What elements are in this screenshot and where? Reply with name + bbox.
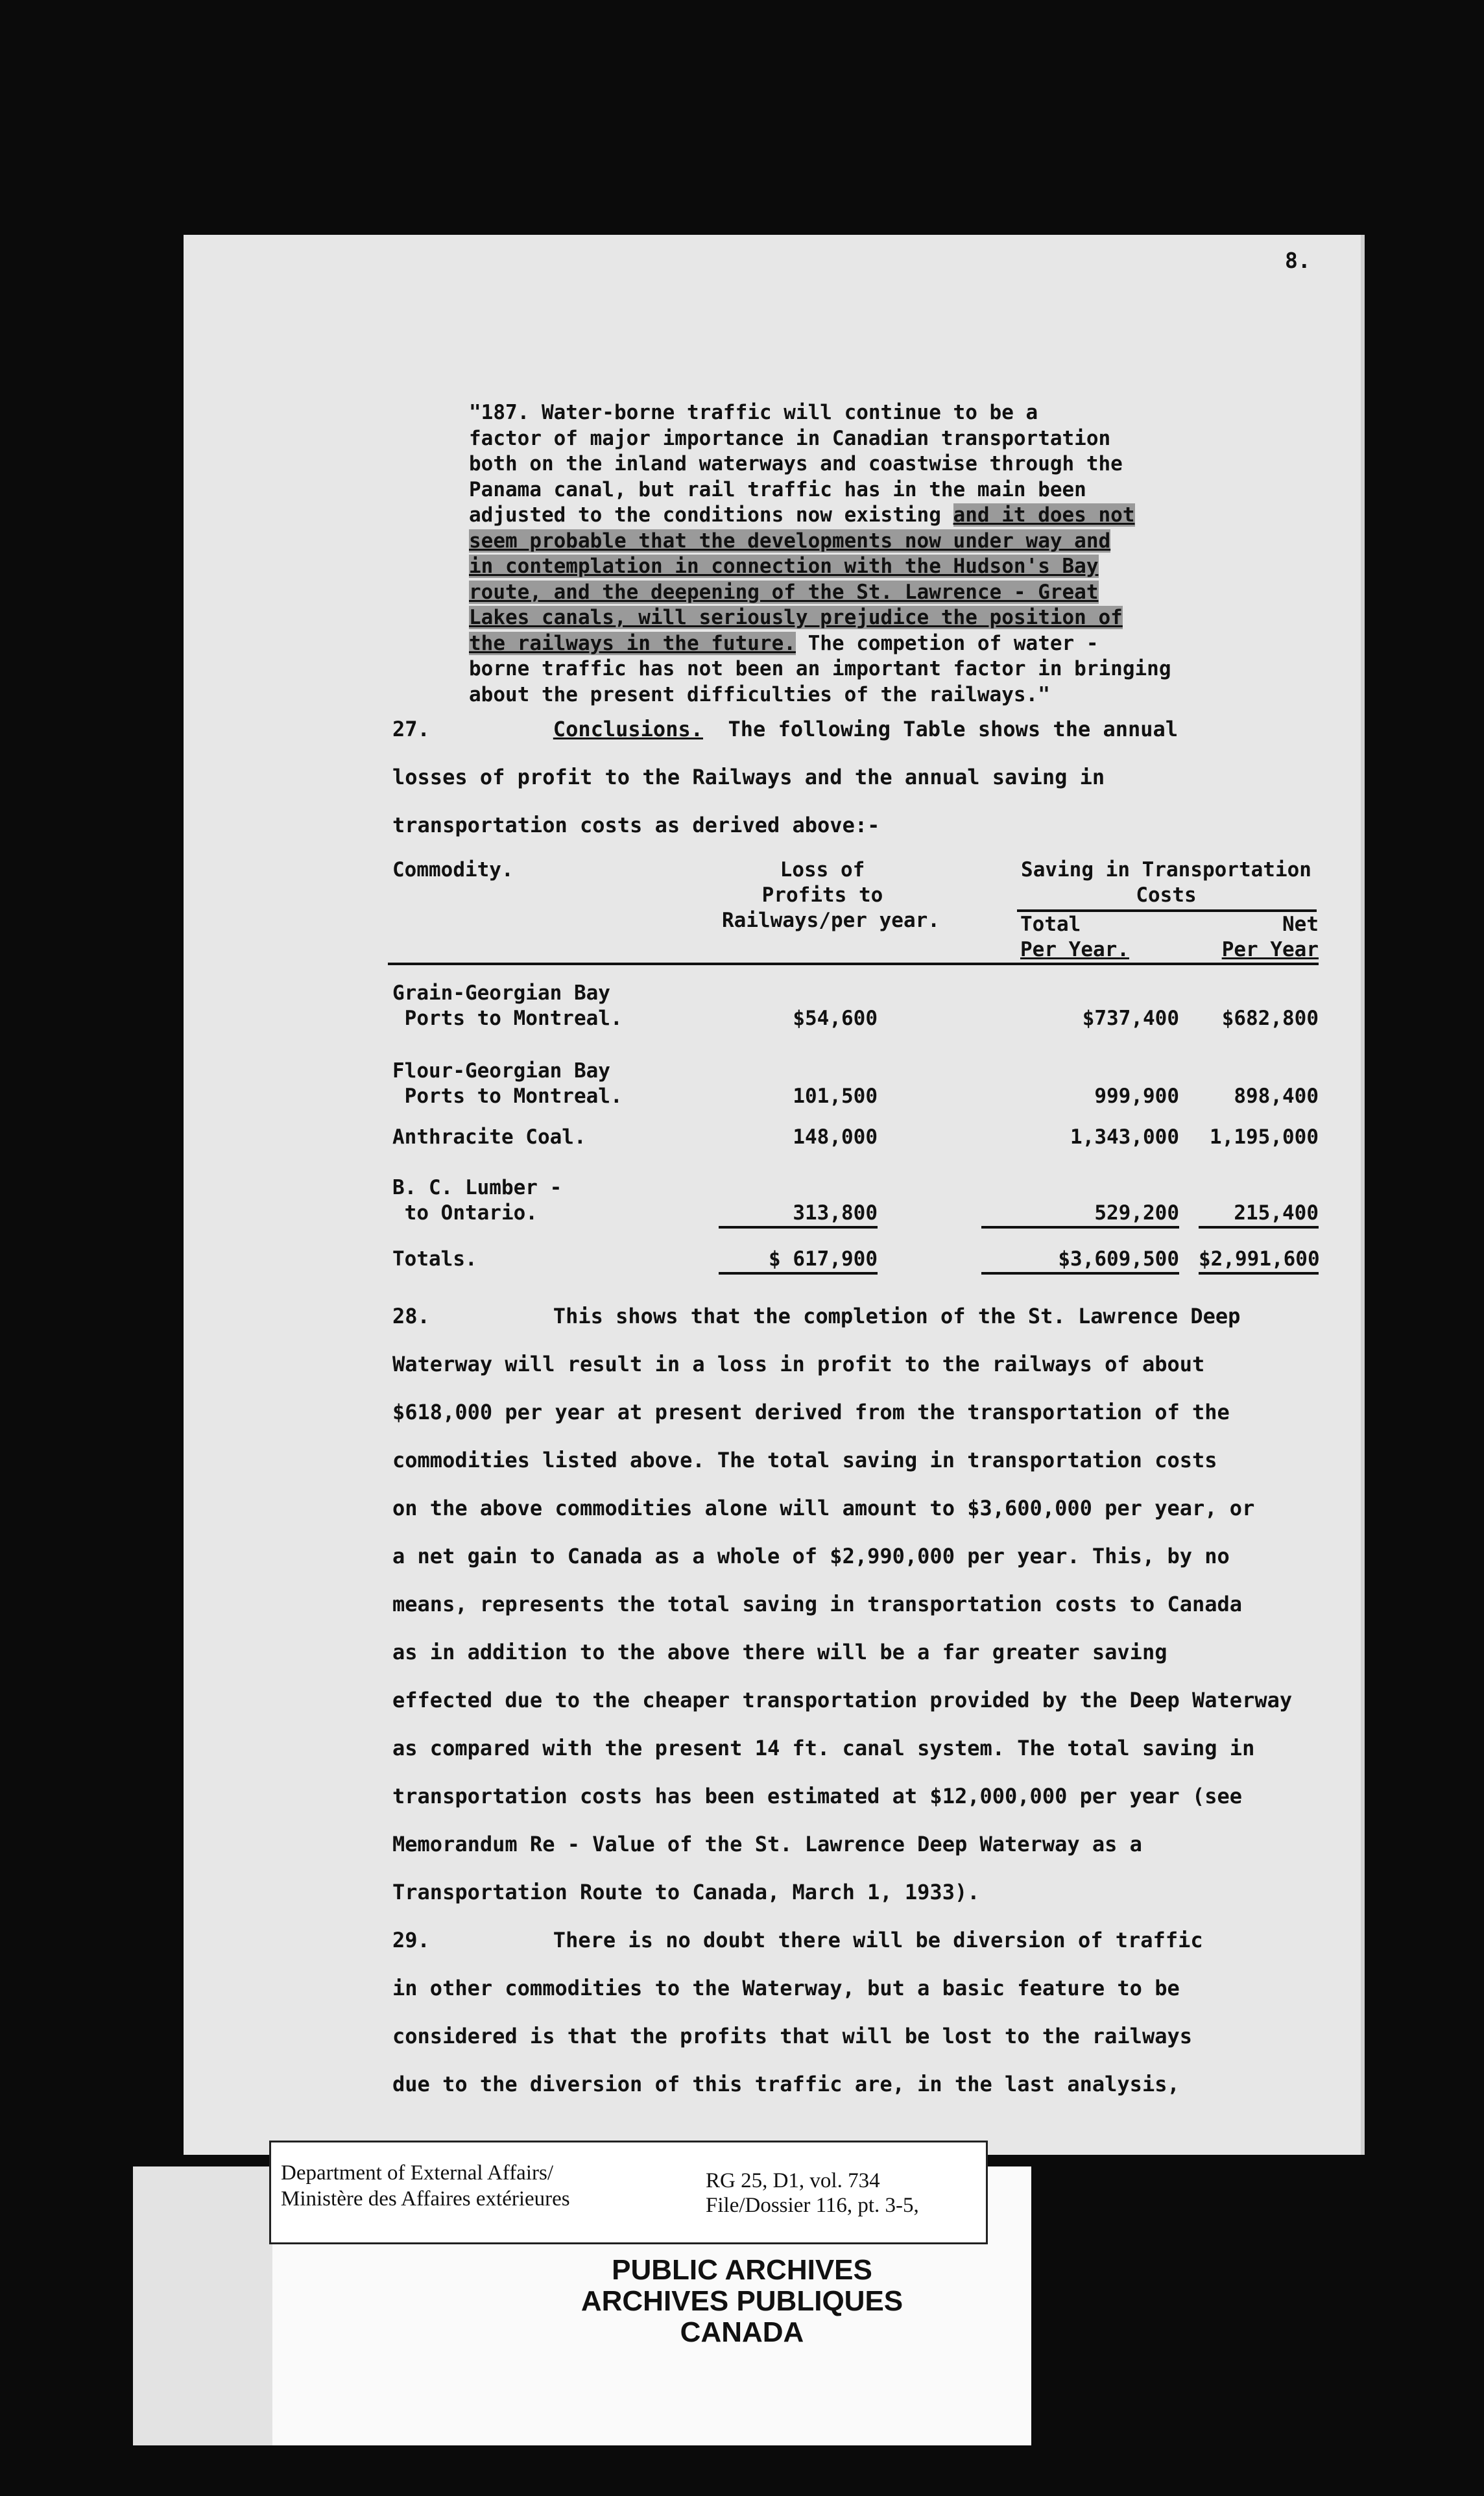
section29-line: in other commodities to the Waterway, but a basic feature to be — [392, 1976, 1180, 2000]
quote-line — [469, 580, 1176, 606]
section29-number: 29. — [392, 1928, 430, 1952]
quote-line: adjusted to the conditions now existing and it does not — [469, 503, 1135, 527]
net-saving-value: 215,400 — [1199, 1201, 1319, 1229]
total-saving-value: 529,200 — [981, 1201, 1179, 1229]
department-name-en: Department of External Affairs/ — [281, 2161, 553, 2185]
totals-label: Totals. — [392, 1247, 477, 1271]
quote-line: "187. Water-borne traffic will continue to be a — [469, 401, 1038, 424]
net-saving-value: 898,400 — [1234, 1085, 1319, 1108]
file-dossier-reference: File/Dossier 116, pt. 3-5, — [706, 2194, 919, 2217]
section-27 — [392, 705, 1333, 849]
grand-total-saving: $3,609,500 — [981, 1247, 1179, 1275]
column-header-loss: Loss of Profits to Railways/per year. — [722, 858, 940, 932]
section-27-line: losses of profit to the Railways and the annual saving in — [392, 765, 1105, 789]
commodity-name: Anthracite Coal. — [392, 1125, 586, 1149]
section28-line: as compared with the present 14 ft. canal system. The total saving in — [392, 1736, 1255, 1760]
column-header-commodity: Commodity. — [392, 858, 514, 882]
highlighted-text: Lakes canals, will seriously prejudice the position of — [469, 606, 1123, 629]
section-27-line: The following Table shows the annual — [728, 717, 1179, 741]
column-header-total: Total Per Year. — [1020, 913, 1129, 961]
total-saving-value: 1,343,000 — [1070, 1125, 1179, 1149]
section28-line: 28. This shows that the completion of the St. Lawrence Deep — [392, 1304, 1241, 1328]
loss-of-profit-value: 148,000 — [793, 1125, 878, 1149]
section28-line: transportation costs has been estimated at $12,000,000 per year (see — [392, 1784, 1243, 1808]
total-loss-of-profit: $ 617,900 — [719, 1247, 878, 1275]
section28-line: Memorandum Re - Value of the St. Lawrence Deep Waterway as a — [392, 1832, 1142, 1856]
section28-line: as in addition to the above there will be a far greater saving — [392, 1640, 1167, 1664]
archive-reference-label — [269, 2141, 988, 2244]
public-archives-title: PUBLIC ARCHIVES ARCHIVES PUBLIQUES CANADA — [580, 2254, 904, 2348]
table-header-rule — [388, 963, 1319, 965]
section29-line: due to the diversion of this traffic are, in the last analysis, — [392, 2072, 1180, 2096]
section28-line: means, represents the total saving in transportation costs to Canada — [392, 1592, 1243, 1616]
section-27-number: 27. — [392, 717, 430, 741]
loss-of-profit-value: 313,800 — [719, 1201, 878, 1229]
quote-line: the railways in the future. The competion of water - — [469, 631, 1099, 655]
department-name-fr: Ministère des Affaires extérieures — [281, 2187, 570, 2211]
quote-line: borne traffic has not been an important factor in bringing — [469, 657, 1171, 680]
loss-of-profit-value: 101,500 — [793, 1085, 878, 1108]
section29-line: 29. There is no doubt there will be diversion of traffic — [392, 1928, 1203, 1952]
commodity-name: B. C. Lumber - to Ontario. — [392, 1176, 562, 1225]
quote-line — [469, 529, 1176, 555]
total-saving-value: $737,400 — [1082, 1007, 1179, 1030]
section28-line: a net gain to Canada as a whole of $2,990,000 per year. This, by no — [392, 1544, 1230, 1568]
highlighted-text: the railways in the future. — [469, 631, 796, 655]
section28-line: effected due to the cheaper transportation provided by the Deep Waterway — [392, 1688, 1293, 1712]
quoted-paragraph-187 — [469, 400, 1176, 708]
record-group-reference: RG 25, D1, vol. 734 — [706, 2169, 880, 2192]
section28-line: on the above commodities alone will amount to $3,600,000 per year, or — [392, 1496, 1255, 1520]
quote-line — [469, 554, 1176, 580]
quote-line: factor of major importance in Canadian transportation — [469, 426, 1111, 450]
quote-line — [469, 605, 1176, 631]
section28-line: commodities listed above. The total saving in transportation costs — [392, 1448, 1217, 1472]
section-27-line: transportation costs as derived above:- — [392, 813, 880, 837]
section29-line: considered is that the profits that will be lost to the railways — [392, 2024, 1192, 2048]
column-header-saving: Saving in Transportation Costs — [1021, 858, 1311, 907]
grand-net-saving: $2,991,600 — [1199, 1247, 1319, 1275]
total-saving-value: 999,900 — [1094, 1085, 1179, 1108]
commodity-name: Flour-Georgian Bay Ports to Montreal. — [392, 1059, 623, 1108]
document-page — [184, 235, 1365, 2155]
highlighted-text: seem probable that the developments now under way and — [469, 529, 1111, 553]
highlighted-text: in contemplation in connection with the Hudson's Bay — [469, 555, 1099, 578]
net-saving-value: $682,800 — [1221, 1007, 1319, 1030]
section28-line: Waterway will result in a loss in profit to the railways of about — [392, 1352, 1205, 1376]
section-29 — [392, 1916, 1346, 2108]
section-28 — [392, 1292, 1346, 1916]
quote-line: about the present difficulties of the railways." — [469, 682, 1050, 706]
section-27-heading: Conclusions. — [553, 717, 703, 741]
highlighted-text: route, and the deepening of the St. Lawrence - Great — [469, 580, 1099, 604]
section28-line: Transportation Route to Canada, March 1, 1933). — [392, 1880, 980, 1904]
section28-line: $618,000 per year at present derived from the transportation of the — [392, 1400, 1230, 1424]
highlighted-text: and it does not — [953, 503, 1135, 527]
quote-line: Panama canal, but rail traffic has in the main been — [469, 477, 1086, 501]
page-number: 8. — [1285, 248, 1311, 273]
quote-line: both on the inland waterways and coastwise through the — [469, 452, 1123, 475]
section28-number: 28. — [392, 1304, 430, 1328]
loss-of-profit-value: $54,600 — [793, 1007, 878, 1030]
net-saving-value: 1,195,000 — [1210, 1125, 1319, 1149]
column-header-net: Net Per Year — [1221, 913, 1319, 961]
commodity-name: Grain-Georgian Bay Ports to Montreal. — [392, 981, 623, 1030]
